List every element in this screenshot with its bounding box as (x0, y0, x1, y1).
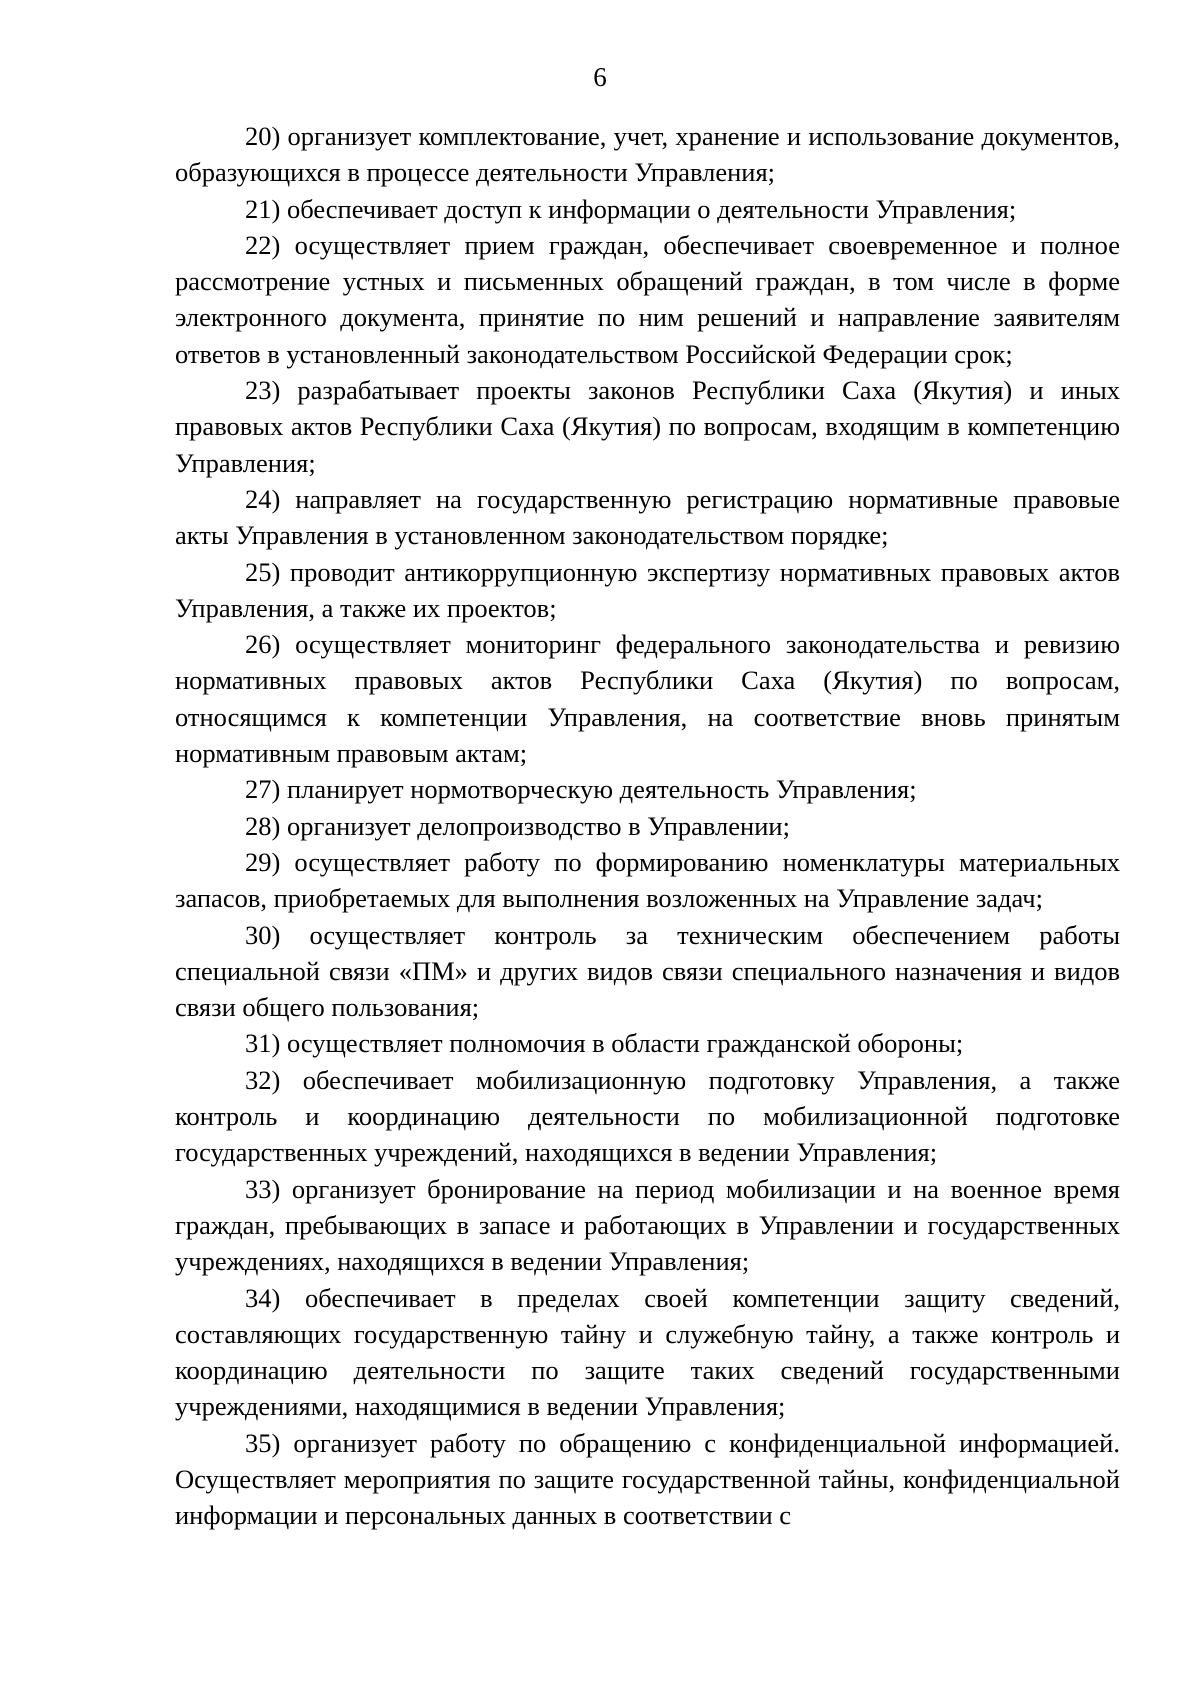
list-item-22: 22) осуществляет прием граждан, обеспечивает своевременное и полное рассмотрение устных и письменных обращений граждан, в том числе в форме электронного документа, принятие по ним решений и направление заявителям ответов в установленный законодательством Российской Федерации срок; (175, 229, 1120, 369)
document-body (175, 118, 1120, 1534)
list-item-32: 32) обеспечивает мобилизационную подготовку Управления, а также контроль и координацию деятельности по мобилизационной подготовке государственных учреждений, находящихся в ведении Управления; (175, 1064, 1120, 1168)
list-item-33: 33) организует бронирование на период мобилизации и на военное время граждан, пребывающих в запасе и работающих в Управлении и государственных учреждениях, находящихся в ведении Управления; (175, 1173, 1120, 1277)
list-item-23: 23) разрабатывает проекты законов Республики Саха (Якутия) и иных правовых актов Республики Саха (Якутия) по вопросам, входящим в компетенцию Управления; (175, 375, 1120, 478)
list-item-25: 25) проводит антикоррупционную экспертизу нормативных правовых актов Управления, а также их проектов; (175, 556, 1120, 623)
page-number: 6 (593, 62, 607, 92)
list-item-34: 34) обеспечивает в пределах своей компетенции защиту сведений, составляющих государственную тайну и служебную тайну, а также контроль и координацию деятельности по защите таких сведений государственными учреждениями, находящимися в ведении Управления; (175, 1282, 1120, 1422)
list-item-26: 26) осуществляет мониторинг федерального законодательства и ревизию нормативных правовых актов Республики Саха (Якутия) по вопросам, относящимся к компетенции Управления, на соответствие вновь принятым нормативным правовым актам; (175, 629, 1120, 769)
list-item-27: 27) планирует нормотворческую деятельность Управления; (245, 774, 917, 805)
list-item-31: 31) осуществляет полномочия в области гражданской обороны; (245, 1028, 964, 1059)
list-item-30: 30) осуществляет контроль за техническим обеспечением работы специальной связи «ПМ» и других видов связи специального назначения и видов связи общего пользования; (175, 919, 1120, 1023)
list-item-21: 21) обеспечивает доступ к информации о деятельности Управления; (245, 193, 1017, 224)
list-item-29: 29) осуществляет работу по формированию номенклатуры материальных запасов, приобретаемых для выполнения возложенных на Управление задач; (175, 846, 1120, 914)
list-item-20: 20) организует комплектование, учет, хранение и использование документов, образующихся в процессе деятельности Управления; (175, 121, 1120, 188)
list-item-24: 24) направляет на государственную регистрацию нормативные правовые акты Управления в установленном законодательством порядке; (175, 483, 1120, 551)
list-item-28: 28) организует делопроизводство в Управлении; (245, 810, 790, 841)
list-item-35: 35) организует работу по обращению с конфиденциальной информацией. Осуществляет мероприятия по защите государственной тайны, конфиденциальной информации и персональных данных в соответствии с (175, 1427, 1120, 1531)
